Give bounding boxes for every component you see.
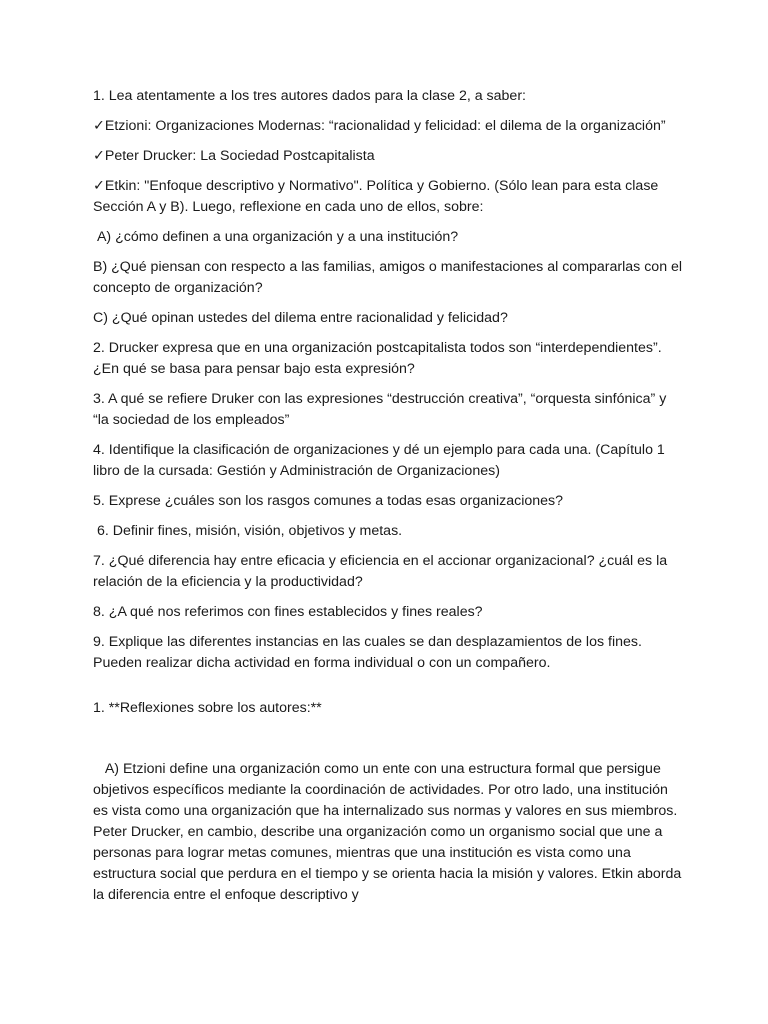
question-2: 2. Drucker expresa que en una organización postcapitalista todos son “interdependientes”. ¿En qué se basa para pensar bajo esta expresión? [93, 340, 666, 377]
sub-question-b: B) ¿Qué piensan con respecto a las familias, amigos o manifestaciones al compararlas con el concepto de organización? [93, 259, 687, 296]
author-etzioni: ✓Etzioni: Organizaciones Modernas: “racionalidad y felicidad: el dilema de la organización” [93, 118, 666, 134]
question-3: 3. A qué se refiere Druker con las expresiones “destrucción creativa”, “orquesta sinfónica” y “la sociedad de los empleados” [93, 391, 671, 428]
question-7: 7. ¿Qué diferencia hay entre eficacia y eficiencia en el accionar organizacional? ¿cuál es la relación de la eficiencia y la productividad? [93, 553, 672, 590]
sub-question-c: C) ¿Qué opinan ustedes del dilema entre racionalidad y felicidad? [93, 310, 508, 326]
author-drucker: ✓Peter Drucker: La Sociedad Postcapitalista [93, 148, 375, 164]
question-4: 4. Identifique la clasificación de organizaciones y dé un ejemplo para cada una. (Capítulo 1 libro de la cursada: Gestión y Administración de Organizaciones) [93, 442, 669, 479]
answer-heading: 1. **Reflexiones sobre los autores:** [93, 700, 322, 716]
sub-question-a: A) ¿cómo definen a una organización y a una institución? [93, 229, 459, 245]
question-9: 9. Explique las diferentes instancias en las cuales se dan desplazamientos de los fines. Pueden realizar dicha actividad en forma individual o con un compañero. [93, 634, 646, 671]
question-8: 8. ¿A qué nos referimos con fines establecidos y fines reales? [93, 604, 483, 620]
author-etkin: ✓Etkin: "Enfoque descriptivo y Normativo". Política y Gobierno. (Sólo lean para esta clase Sección A y B). Luego, reflexione en cada uno de ellos, sobre: [93, 178, 663, 215]
answer-body: A) Etzioni define una organización como un ente con una estructura formal que persigue objetivos específicos mediante la coordinación de actividades. Por otro lado, una institución es vista como una organización que ha internalizado sus normas y valores en sus miembros. Peter Drucker, en cambio, describe una organización como un organismo social que une a personas para lograr metas comunes, mientras que una institución es vista como una estructura social que perdura en el tiempo y se orienta hacia la misión y valores. Etkin aborda la diferencia entre el enfoque descriptivo y [93, 761, 686, 903]
question-5: 5. Exprese ¿cuáles son los rasgos comunes a todas esas organizaciones? [93, 493, 564, 509]
question-1: 1. Lea atentamente a los tres autores dados para la clase 2, a saber: [93, 88, 526, 104]
document-page [93, 86, 687, 915]
question-6: 6. Definir fines, misión, visión, objetivos y metas. [93, 523, 403, 539]
